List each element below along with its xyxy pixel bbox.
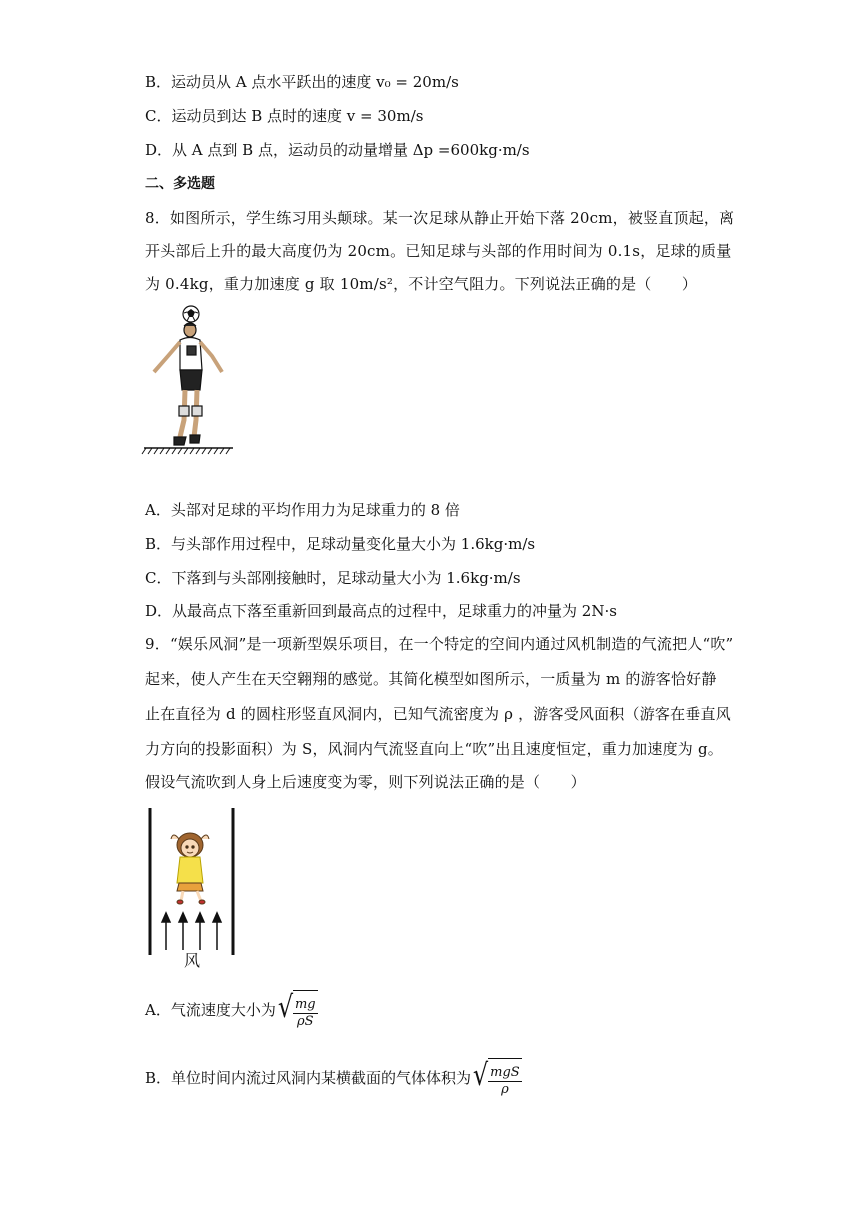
q9-stem-line4: 力方向的投影面积）为 S，风洞内气流竖直向上“吹”出且速度恒定，重力加速度为 g。 xyxy=(145,740,723,758)
player-figure xyxy=(154,323,222,445)
q8-stem-line3: 为 0.4kg，重力加速度 g 取 10m/s²，不计空气阻力。下列说法正确的是（ ） xyxy=(145,275,698,293)
q7-option-c: C．运动员到达 B 点时的速度 v = 30m/s xyxy=(145,107,424,125)
formula-numerator: mgS xyxy=(490,1064,520,1080)
q9-stem-line5: 假设气流吹到人身上后速度变为零，则下列说法正确的是（ ） xyxy=(145,773,586,791)
q9-option-a xyxy=(145,990,318,1032)
wind-arrows xyxy=(162,913,221,950)
q8-option-b: B．与头部作用过程中，足球动量变化量大小为 1.6kg·m/s xyxy=(145,535,536,553)
q7-option-d: D．从 A 点到 B 点，运动员的动量增量 Δp =600kg·m/s xyxy=(145,141,530,159)
formula-numerator: mg xyxy=(294,996,316,1012)
q8-option-d: D．从最高点下落至重新回到最高点的过程中，足球重力的冲量为 2N·s xyxy=(145,602,617,620)
q8-option-a: A．头部对足球的平均作用力为足球重力的 8 倍 xyxy=(145,501,460,519)
q7-option-b: B．运动员从 A 点水平跃出的速度 v₀ = 20m/s xyxy=(145,73,459,91)
q9-option-b xyxy=(145,1058,522,1100)
q8-figure-header-player xyxy=(140,302,235,458)
wind-label: 风 xyxy=(184,951,201,970)
q9-option-b-text: B．单位时间内流过风洞内某横截面的气体体积为 xyxy=(145,1069,472,1087)
q9-figure-wind-tunnel xyxy=(143,805,243,970)
ground-line xyxy=(142,448,233,454)
q8-stem-line1: 8．如图所示，学生练习用头颠球。某一次足球从静止开始下落 20cm，被竖直顶起，离 xyxy=(145,209,735,227)
q9-stem-line1: 9．“娱乐风洞”是一项新型娱乐项目，在一个特定的空间内通过风机制造的气流把人“吹” xyxy=(145,635,734,653)
formula-denominator: ρ xyxy=(501,1081,509,1097)
q9-option-a-text: A．气流速度大小为 xyxy=(145,1001,276,1019)
section-title-multiple-choice: 二、多选题 xyxy=(145,176,215,192)
q9-stem-line2: 起来，使人产生在天空翱翔的感觉。其简化模型如图所示，一质量为 m 的游客恰好静 xyxy=(145,670,717,688)
q9-stem-line3: 止在直径为 d 的圆柱形竖直风洞内，已知气流密度为 ρ ，游客受风面积（游客在垂直风 xyxy=(145,705,731,723)
tourist-child-figure xyxy=(171,833,209,904)
formula-denominator: ρS xyxy=(297,1013,314,1029)
soccer-ball-icon xyxy=(183,306,199,322)
q8-option-c: C．下落到与头部刚接触时，足球动量大小为 1.6kg·m/s xyxy=(145,569,521,587)
sqrt-formula: √ $\frac{\text{mgS}}{\rho}$ xyxy=(471,1058,522,1100)
sqrt-formula: √ $\frac{mg}{\rho S}$ xyxy=(276,990,318,1032)
q8-stem-line2: 开头部后上升的最大高度仍为 20cm。已知足球与头部的作用时间为 0.1s，足球的质量 xyxy=(145,242,732,260)
